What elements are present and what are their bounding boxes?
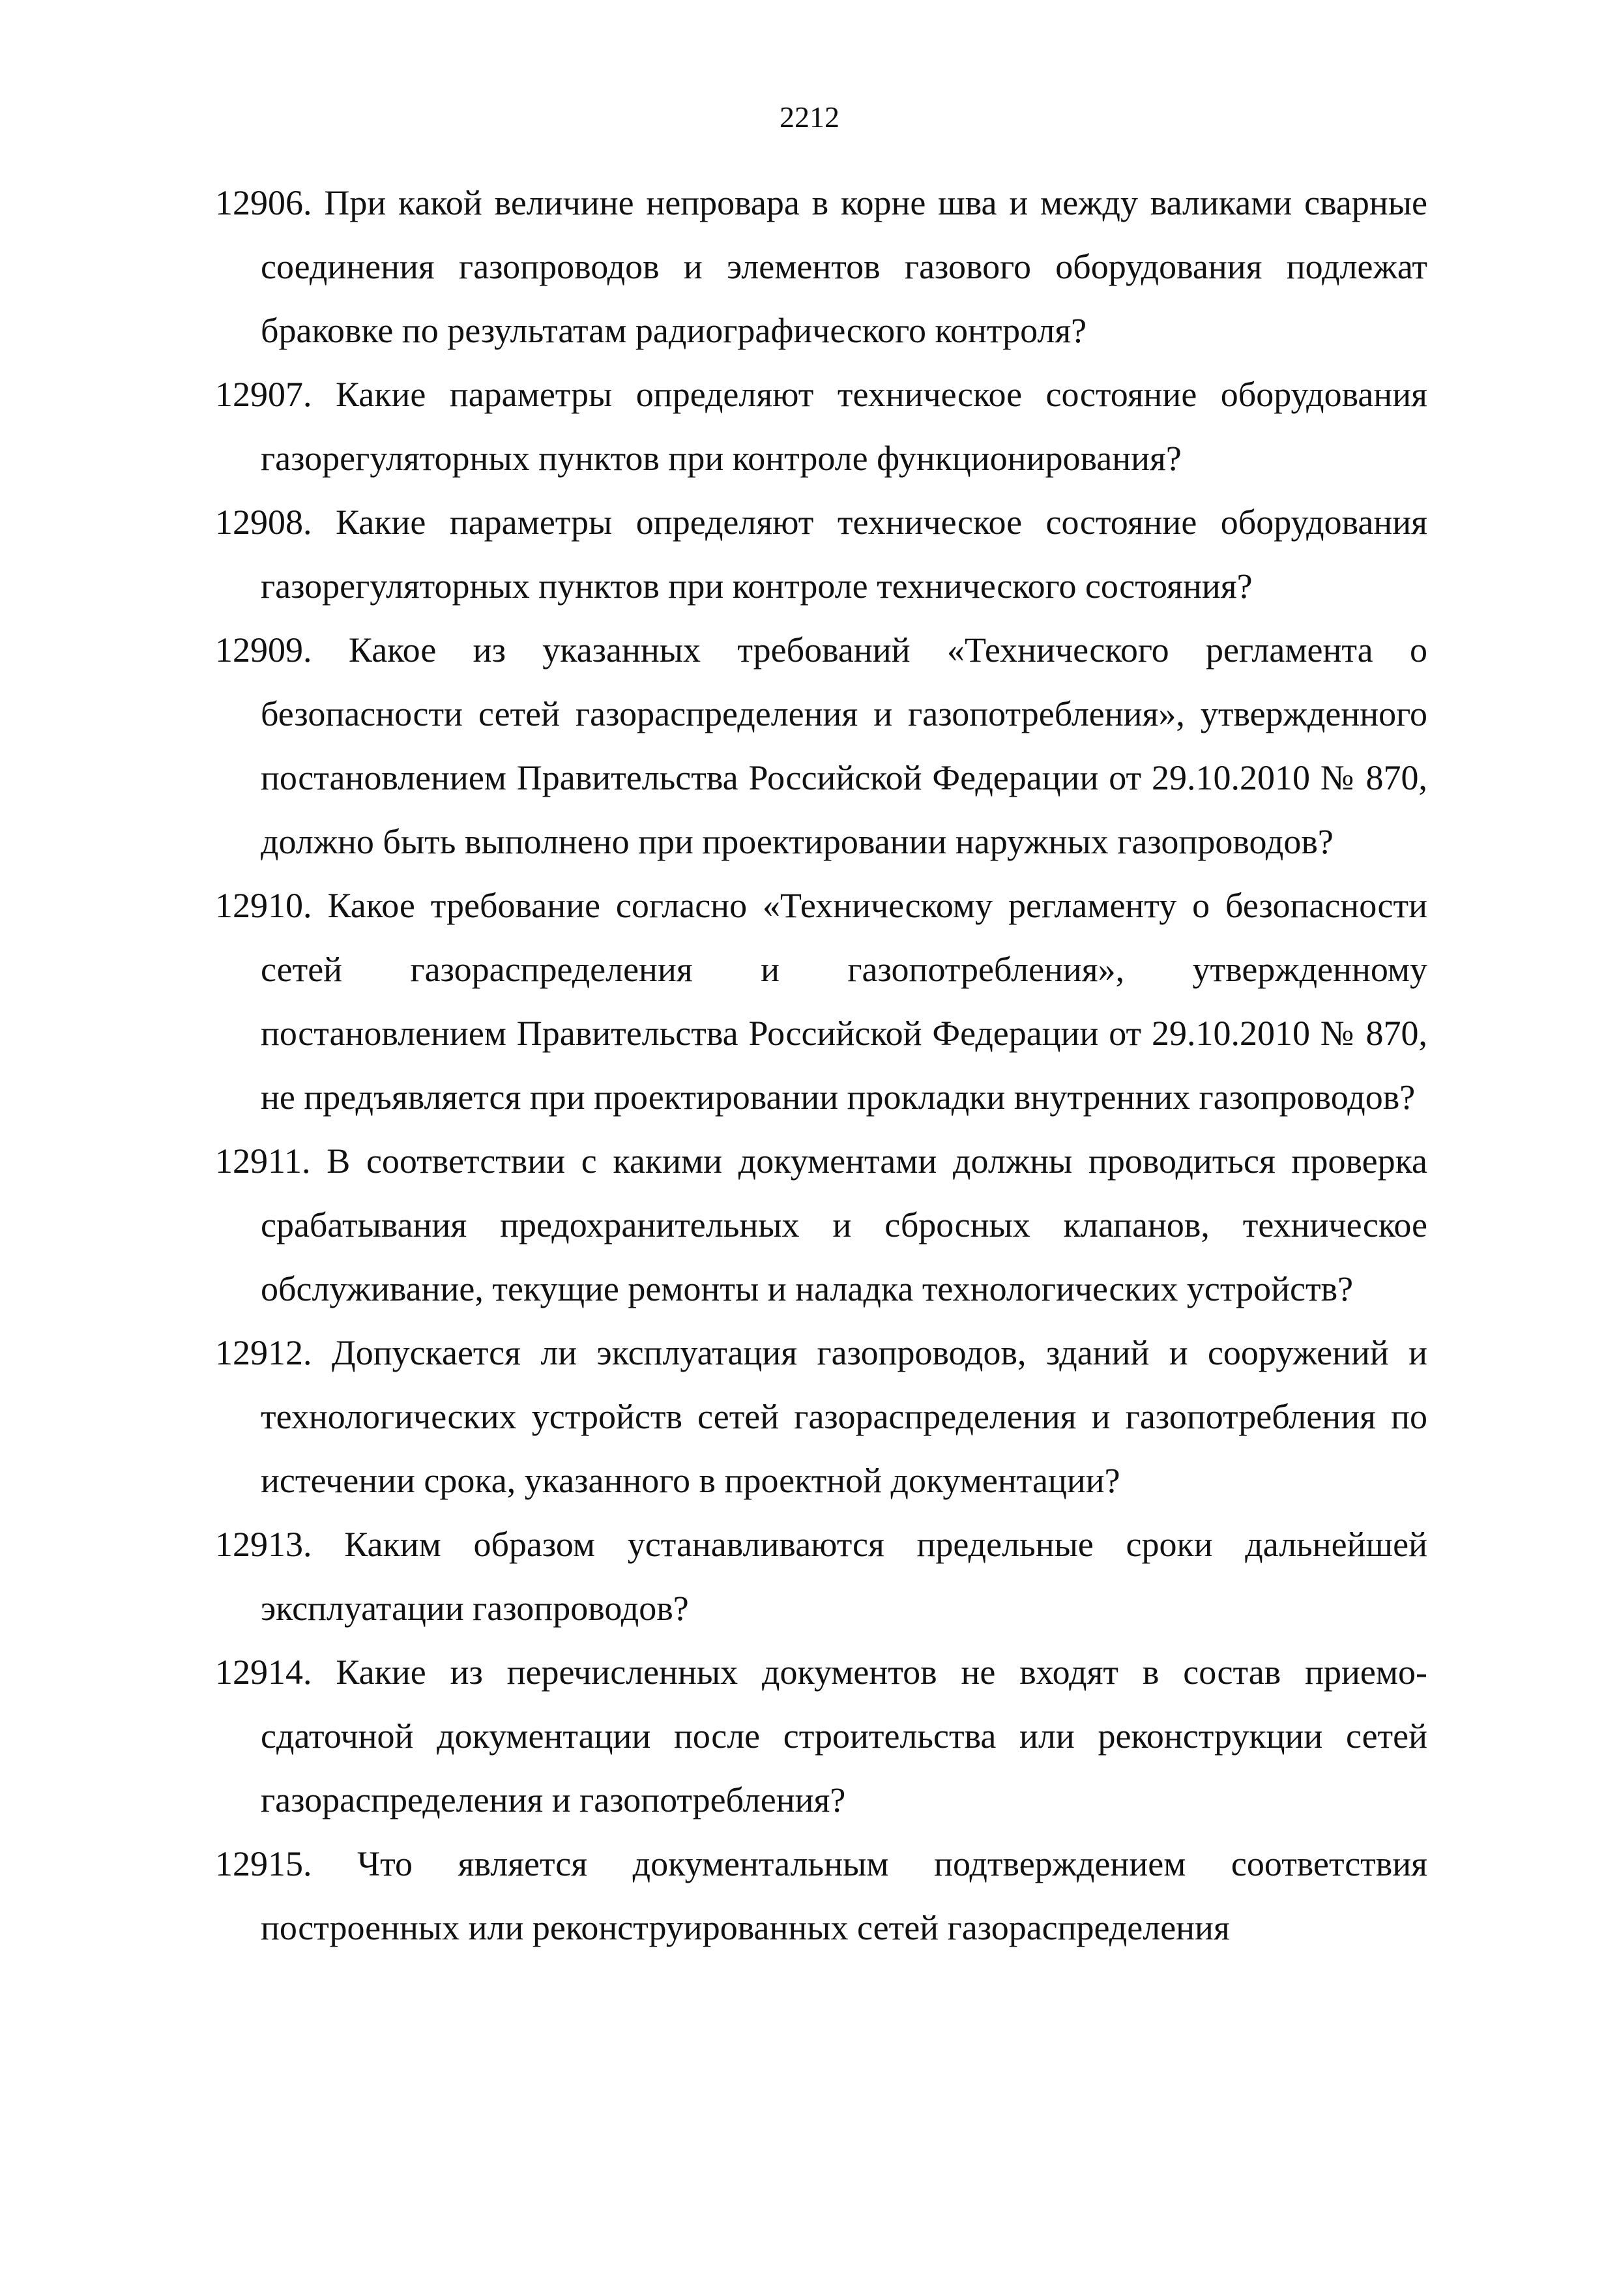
question-number: 12907. xyxy=(215,375,312,414)
question-number: 12915. xyxy=(215,1844,312,1883)
question-number: 12910. xyxy=(215,886,312,925)
list-item xyxy=(215,874,1427,1129)
page-number: 2212 xyxy=(780,100,839,134)
question-text: Какое из указанных требований «Технического регламента о безопасности сетей газораспределения и газопотребления», утвержденного постановлением Правительства Российской Федерации от 29.10.2010 № 870, должно быть выполнено при проектировании наружных газопроводов? xyxy=(261,630,1427,861)
list-item xyxy=(215,1832,1427,1960)
question-number: 12909. xyxy=(215,630,312,670)
question-text: Какие параметры определяют техническое состояние оборудования газорегуляторных пунктов при контроле технического состояния? xyxy=(261,503,1427,606)
question-item xyxy=(215,1640,1427,1832)
question-text: Что является документальным подтверждением соответствия построенных или реконструированных сетей газораспределения xyxy=(261,1844,1427,1947)
question-list xyxy=(215,171,1427,1960)
question-number: 12911. xyxy=(215,1141,311,1181)
question-item xyxy=(215,1512,1427,1640)
question-number: 12913. xyxy=(215,1525,312,1564)
list-item xyxy=(215,1321,1427,1512)
question-number: 12908. xyxy=(215,503,312,542)
list-item xyxy=(215,1640,1427,1832)
question-item xyxy=(215,1321,1427,1512)
question-item xyxy=(215,362,1427,490)
question-text: В соответствии с какими документами должны проводиться проверка срабатывания предохранительных и сбросных клапанов, техническое обслуживание, текущие ремонты и наладка технологических устройств? xyxy=(261,1141,1427,1308)
question-number: 12906. xyxy=(215,183,312,222)
question-text: Какие из перечисленных документов не входят в состав приемо-сдаточной документации после строительства или реконструкции сетей газораспределения и газопотребления? xyxy=(261,1653,1427,1819)
list-item xyxy=(215,1512,1427,1640)
question-text: Допускается ли эксплуатация газопроводов, зданий и сооружений и технологических устройств сетей газораспределения и газопотребления по истечении срока, указанного в проектной документации? xyxy=(261,1333,1428,1500)
list-item xyxy=(215,1129,1427,1321)
question-item xyxy=(215,171,1427,362)
question-item xyxy=(215,1129,1427,1321)
question-item xyxy=(215,1832,1427,1960)
question-item xyxy=(215,490,1427,618)
list-item xyxy=(215,171,1427,362)
question-number: 12912. xyxy=(215,1333,312,1372)
question-number: 12914. xyxy=(215,1653,312,1692)
question-text: Какое требование согласно «Техническому регламенту о безопасности сетей газораспределения и газопотребления», утвержденному постановлением Правительства Российской Федерации от 29.10.2010 № 870, не предъявляется при проектировании прокладки внутренних газопроводов? xyxy=(261,886,1428,1117)
question-text: Каким образом устанавливаются предельные сроки дальнейшей эксплуатации газопроводов? xyxy=(261,1525,1427,1628)
question-text: При какой величине непровара в корне шва и между валиками сварные соединения газопроводов и элементов газового оборудования подлежат браковке по результатам радиографического контроля? xyxy=(261,183,1427,350)
list-item xyxy=(215,618,1427,874)
question-item xyxy=(215,874,1427,1129)
list-item xyxy=(215,490,1427,618)
question-item xyxy=(215,618,1427,874)
question-text: Какие параметры определяют техническое состояние оборудования газорегуляторных пунктов при контроле функционирования? xyxy=(261,375,1427,478)
list-item xyxy=(215,362,1427,490)
